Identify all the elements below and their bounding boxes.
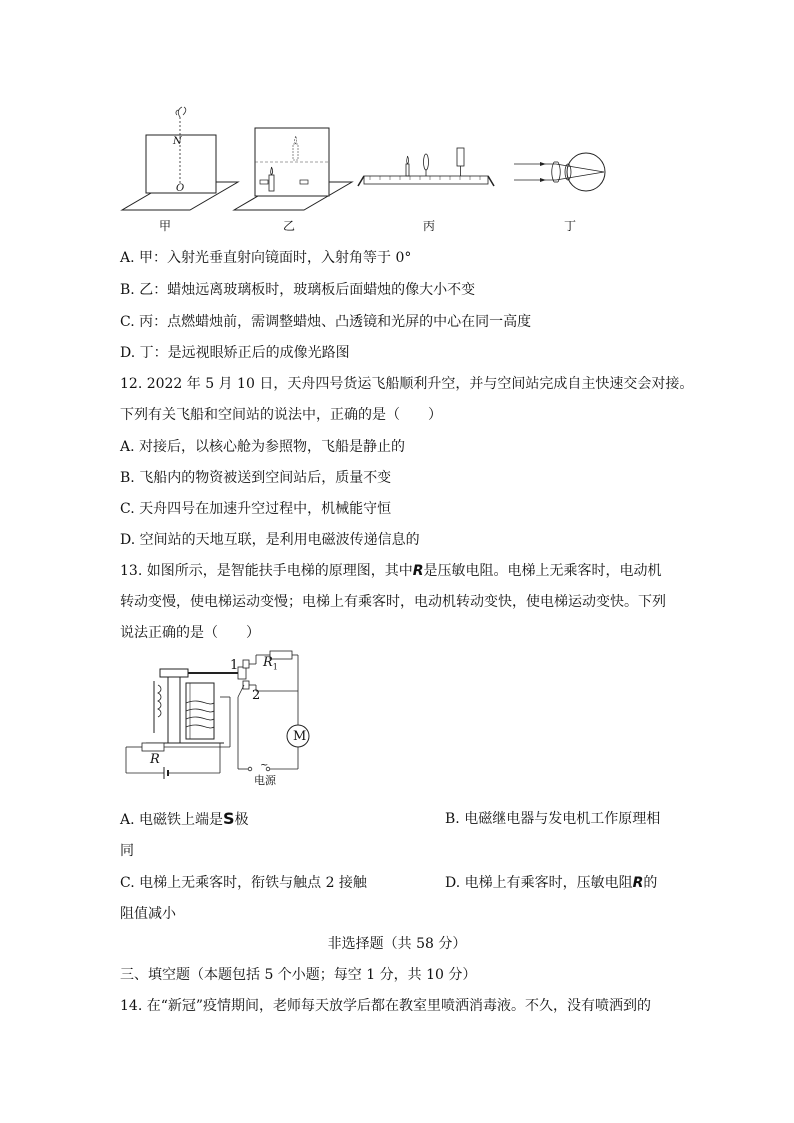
figure-bing xyxy=(356,140,496,190)
q11-option-b: B. 乙：蜡烛远离玻璃板时，玻璃板后面蜡烛的像大小不变 xyxy=(120,282,476,298)
q12-option-d: D. 空间站的天地互联，是利用电磁波传递信息的 xyxy=(120,532,420,548)
r1-subscript: 1 xyxy=(272,662,278,672)
q13-stem-part-a: 13. 如图所示，是智能扶手电梯的原理图，其中 xyxy=(120,563,413,579)
power-tilde: ~ xyxy=(260,760,269,771)
figure-yi xyxy=(232,126,354,216)
caption-jia: 甲 xyxy=(159,219,172,233)
label-O: O xyxy=(176,183,185,194)
motor-label: M xyxy=(293,729,307,744)
q13-stem-line1 xyxy=(120,561,662,581)
q14-stem-line1: 14. 在“新冠”疫情期间，老师每天放学后都在教室里喷洒消毒液。不久，没有喷洒到的 xyxy=(120,998,652,1014)
q12-option-b: B. 飞船内的物资被送到空间站后，质量不变 xyxy=(120,470,392,486)
q12-stem-line1: 12. 2022 年 5 月 10 日，天舟四号货运飞船顺利升空，并与空间站完成自主快速交会对接。 xyxy=(120,376,694,392)
q12-stem-line2: 下列有关飞船和空间站的说法中，正确的是（ ） xyxy=(120,407,442,423)
figure-jia xyxy=(120,105,240,215)
q13-option-a-text: A. 电磁铁上端是 xyxy=(120,812,224,828)
resistor-r-label: R xyxy=(150,752,160,767)
q13-option-a xyxy=(120,809,249,830)
q13-option-a-suffix: 极 xyxy=(234,812,249,828)
contact-2-label: 2 xyxy=(252,688,261,703)
contact-1-label: 1 xyxy=(230,658,239,673)
q11-option-c: C. 丙：点燃蜡烛前，需调整蜡烛、凸透镜和光屏的中心在同一高度 xyxy=(120,314,532,330)
r1-label xyxy=(263,655,278,672)
section-title: 非选择题（共 58 分） xyxy=(327,936,467,952)
part-three-heading: 三、填空题（本题包括 5 个小题；每空 1 分，共 10 分） xyxy=(120,967,477,983)
q13-option-d-text: D. 电梯上有乘客时，压敏电阻 xyxy=(445,875,633,891)
symbol-r: R xyxy=(412,563,424,579)
q13-option-d-line2: 阻值减小 xyxy=(120,906,176,922)
q13-stem-part-b: 是压敏电阻。电梯上无乘客时，电动机 xyxy=(423,563,662,579)
r1-symbol: R xyxy=(263,655,273,670)
q13-stem-line2: 转动变慢，使电梯运动变慢；电梯上有乘客时，电动机转动变快，使电梯运动变快。下列 xyxy=(120,594,666,610)
caption-ding: 丁 xyxy=(564,219,577,233)
q13-option-c: C. 电梯上无乘客时，衔铁与触点 2 接触 xyxy=(120,875,367,891)
figure-ding xyxy=(512,150,612,196)
caption-yi: 乙 xyxy=(283,219,296,233)
symbol-r-d: R xyxy=(632,875,644,891)
q12-option-a: A. 对接后，以核心舱为参照物，飞船是静止的 xyxy=(120,439,406,455)
q12-option-c: C. 天舟四号在加速升空过程中，机械能守恒 xyxy=(120,501,392,517)
q13-option-d-line1 xyxy=(445,873,657,893)
q13-option-b-line2: 同 xyxy=(120,843,134,859)
relay-circuit-diagram xyxy=(120,645,310,795)
label-N: N xyxy=(173,136,182,147)
symbol-s: S xyxy=(223,809,235,828)
q13-option-d-suffix: 的 xyxy=(643,875,658,891)
q11-option-a: A. 甲：入射光垂直射向镜面时，入射角等于 0° xyxy=(120,250,412,266)
q13-stem-line3: 说法正确的是（ ） xyxy=(120,625,260,641)
q13-option-b-line1: B. 电磁继电器与发电机工作原理相 xyxy=(445,811,661,827)
power-source-label: 电源 xyxy=(254,774,276,787)
caption-bing: 丙 xyxy=(423,219,436,233)
q11-option-d: D. 丁：是远视眼矫正后的成像光路图 xyxy=(120,345,350,361)
